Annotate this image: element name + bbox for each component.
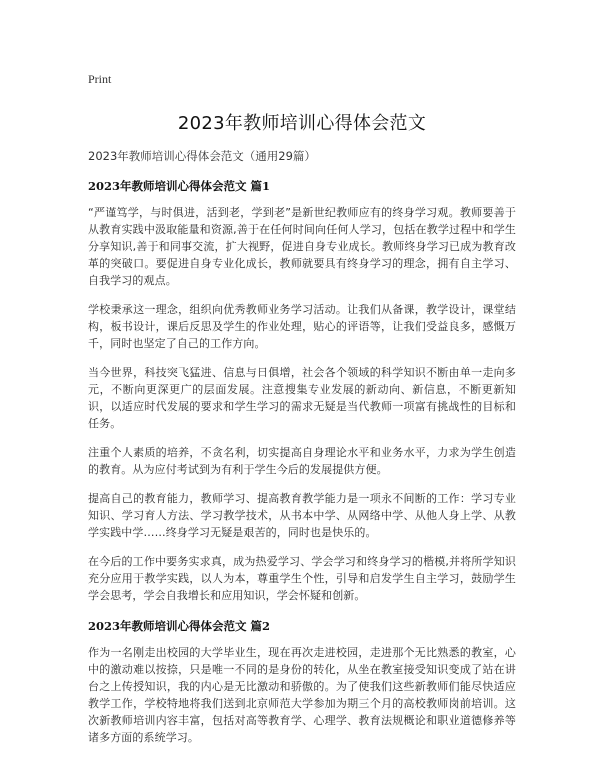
paragraph: 当今世界，科技突飞猛进、信息与日俱增，社会各个领域的科学知识不断由单一走向多元，不断向更深更广的层面发展。注意搜集专业发展的新动向、新信息，不断更新知识，以适应时代发展的要求和学生学习的需求无疑是当代教师一项富有挑战性的目标和任务。: [88, 366, 516, 430]
print-link[interactable]: Print: [88, 72, 112, 86]
section-heading: 2023年教师培训心得体会范文 篇2: [88, 619, 271, 633]
section-2: [88, 618, 516, 746]
paragraph: 提高自己的教育能力，教师学习、提高教育教学能力是一项永不间断的工作：学习专业知识、学习育人方法、学习教学技术，从书本中学、从网络中学、从他人身上学、从教学实践中学……终身学习无疑是艰苦的，同时也是快乐的。: [88, 492, 516, 539]
section-heading: 2023年教师培训心得体会范文 篇1: [88, 179, 271, 193]
section-1: [88, 178, 516, 604]
paragraph: “严谨笃学，与时俱进，活到老，学到老”是新世纪教师应有的终身学习观。教师要善于从教育实践中汲取能量和资源,善于在任何时间向任何人学习，包括在教学过程中和学生分享知识,善于和同事交流，扩大视野，促进自身专业成长。教师终身学习已成为教育改革的突破口。要促进自身专业化成长，教师就要具有终身学习的理念，拥有自主学习、自我学习的观点。: [88, 206, 516, 287]
paragraph: 在今后的工作中要务实求真，成为热爱学习、学会学习和终身学习的楷模,并将所学知识充分应用于教学实践，以人为本，尊重学生个性，引导和启发学生自主学习，鼓励学生学会思考，学会自我增长和应用知识，学会怀疑和创新。: [88, 555, 516, 602]
page-title: 2023年教师培训心得体会范文: [177, 113, 427, 134]
paragraph: 注重个人素质的培养，不贪名利，切实提高自身理论水平和业务水平，力求为学生创造的教育。从为应付考试到为有利于学生今后的发展提供方便。: [88, 446, 516, 476]
paragraph: 作为一名刚走出校园的大学毕业生，现在再次走进校园，走进那个无比熟悉的教室，心中的激动难以按捺，只是唯一不同的是身份的转化，从坐在教室接受知识变成了站在讲台之上传授知识，我的内心是无比激动和骄傲的。为了使我们这些新教师们能尽快适应教学工作，学校特地将我们送到北京师范大学参加为期三个月的高校教师岗前培训。这次新教师培训内容丰富，包括对高等教育学、心理学、教育法规概论和职业道德修养等诸多方面的系统学习。: [88, 646, 516, 744]
document-subtitle: 2023年教师培训心得体会范文（通用29篇）: [88, 149, 316, 163]
paragraph: 学校秉承这一理念，组织向优秀教师业务学习活动。让我们从备课，教学设计，课堂结构，板书设计，课后反思及学生的作业处理，贴心的评语等，让我们受益良多，感慨万千，同时也坚定了自己的工作方向。: [88, 303, 516, 350]
